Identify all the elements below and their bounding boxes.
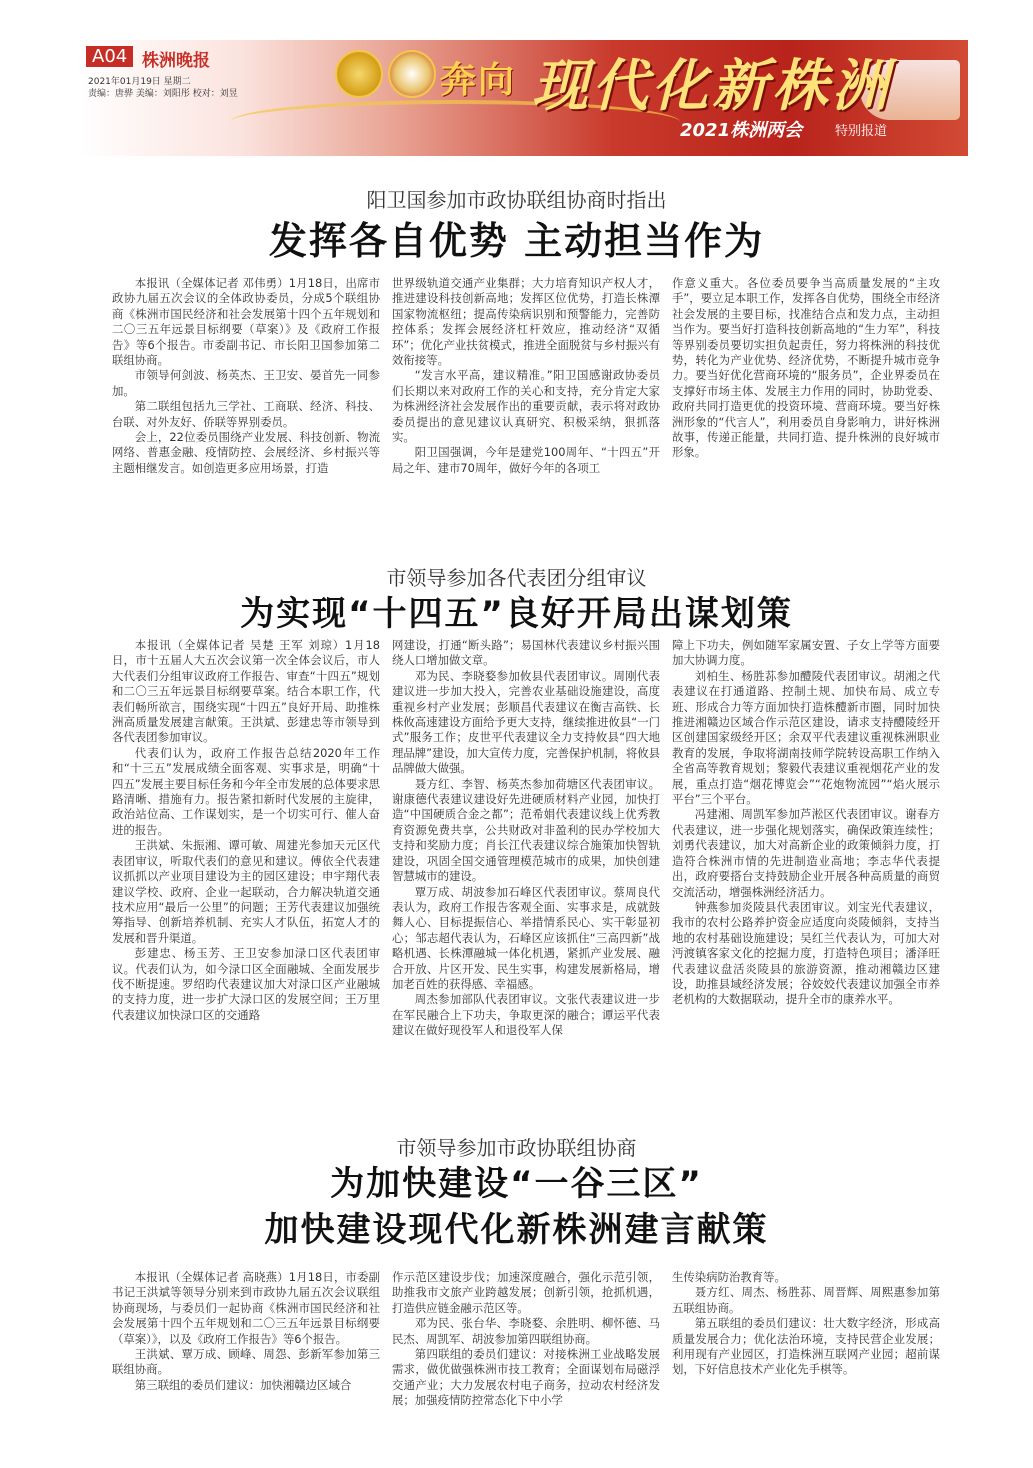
banner-subtitle: 2021株洲两会 [680, 120, 803, 141]
article2-column-1 [112, 638, 380, 1023]
paragraph: 阳卫国强调，今年是建党100周年、“十四五”开局之年、建市70周年，做好今年的各项工 [392, 445, 660, 475]
page-number: A04 [86, 46, 133, 67]
article3-column-1 [112, 1270, 380, 1393]
paragraph: 生传染病防治教育等。 [672, 1270, 786, 1284]
paragraph: 第三联组的委员们建议：加快湘赣边区域合 [134, 1377, 352, 1392]
paragraph: 本报讯（全媒体记者 高晓燕）1月18日，市委副书记王洪斌等领导分别来到市政协九届五次会议联组协商现场，与委员们一起协商《株洲市国民经济和社会发展第十四个五年规划和二〇三五年远景目标纲要（草案）》，以及《政府工作报告》等6个报告。 [112, 1270, 380, 1346]
article1-column-1 [112, 276, 380, 476]
paragraph: 会上，22位委员围绕产业发展、科技创新、物流网络、普惠金融、疫情防控、会展经济、乡村振兴等主题相继发言。如创造更多应用场景，打造 [112, 430, 380, 475]
article1-column-3 [672, 276, 940, 461]
paragraph: 冯建湘、周凯军参加芦淞区代表团审议。谢春方代表建议，进一步强化规划落实，确保政策连续性；刘勇代表建议，加大对高新企业的政策倾斜力度，打造符合株洲市情的先进制造业高地；李志华代表提出，政府要搭台支持鼓励企业开展各种高质量的商贸交流活动，增强株洲经济活力。 [672, 807, 940, 899]
paragraph: 网建设，打通“断头路”；易国林代表建议乡村振兴围绕人口增加做文章。 [392, 638, 660, 668]
paragraph: 第二联组包括九三学社、工商联、经济、科技、台联、对外友好、侨联等界别委员。 [112, 399, 380, 429]
article3-headline-line2: 加快建设现代化新株洲建言献策 [264, 1210, 769, 1250]
paragraph: 覃万成、胡波参加石峰区代表团审议。蔡周良代表认为，政府工作报告客观全面、实事求是，成就鼓舞人心、目标提振信心、举措情系民心、实干彰显初心；邹志超代表认为，石峰区应该抓住“三高四新”战略机遇、长株潭融城一体化机遇，紧抓产业发展、融合开放、片区开发、民生实事，构建发展新格局，增加老百姓的获得感、幸福感。 [392, 884, 660, 991]
paragraph: 彭建忠、杨玉芳、王卫安参加渌口区代表团审议。代表们认为，如今渌口区全面融城、全面发展步伐不断提速。罗绍昀代表建议加大对渌口区产业融城的支持力度，进一步扩大渌口区的发展空间；王万里代表建议加快渌口区的交通路 [112, 946, 380, 1022]
paragraph: 代表们认为，政府工作报告总结2020年工作和“十三五”发展成绩全面客观、实事求是，明确“十四五”发展主要目标任务和今年全市发展的总体要求思路清晰、措施有力。报告紧扣新时代发展的主旋律，政治站位高、工作谋划实，是一个切实可行、催人奋进的报告。 [112, 745, 380, 837]
article2-column-2 [392, 638, 660, 1039]
editors-line: 责编：唐骅 美编：刘阳彤 校对：刘昱 [88, 89, 238, 99]
paragraph: 刘柏生、杨胜荪参加醴陵代表团审议。胡湘之代表建议在打通道路、控制土规、加快布局、成立专班、形成合力等方面加快打造株醴新市圈，同时加快推进湘赣边区域合作示范区建设，请求支持醴陵经开区创建国家级经开区；余双平代表建议重视株洲职业教育的发展，争取将湖南技师学院转设高职工作纳入全省高等教育规划；黎毅代表建议重视烟花产业的发展，重点打造“烟花博览会”“花炮物流园”“焰火展示平台”三个平台。 [672, 668, 940, 807]
date-line: 2021年01月19日 星期二 [88, 77, 191, 87]
paragraph: 世界级轨道交通产业集群；大力培育知识产权人才，推进建设科技创新高地；发挥区位优势，打造长株潭国家物流枢纽；提高传染病识别和预警能力，完善防控体系；发挥会展经济杠杆效应，推动经济“双循环”；优化产业扶贫模式，推进全面脱贫与乡村振兴有效衔接等。 [392, 276, 660, 368]
article2-column-3 [672, 638, 940, 1008]
article1-kicker: 阳卫国参加市政协联组协商时指出 [366, 188, 667, 212]
article1-column-2 [392, 276, 660, 476]
paragraph: 本报讯（全媒体记者 邓伟勇）1月18日，出席市政协九届五次会议的全体政协委员，分成5个联组协商《株洲市国民经济和社会发展第十四个五年规划和二〇三五年远景目标纲要（草案）》及《政府工作报告》等6个报告。市委副书记、市长阳卫国参加第二联组协商。 [112, 276, 380, 368]
cppcc-emblem-icon [388, 50, 436, 98]
paragraph: 第四联组的委员们建议：对接株洲工业战略发展需求，做优做强株洲市技工教育；全面谋划布局磁浮交通产业；大力发展农村电子商务，拉动农村经济发展；加强疫情防控常态化下中小学 [392, 1347, 660, 1408]
paragraph: 聂方红、李智、杨英杰参加荷塘区代表团审议。谢康德代表建议建设好先进硬质材料产业园，加快打造“中国硬质合金之都”；范希娟代表建议线上优秀教育资源免费共享，公共财政对非盈利的民办学校加大支持和奖励力度；肖长江代表建议综合施策加快智轨建设，巩固全国交通管理模范城市的成果，加快创建智慧城市的建设。 [392, 776, 660, 884]
masthead-banner [80, 40, 968, 156]
paragraph: 市领导何剑波、杨英杰、王卫安、晏首先一同参加。 [112, 368, 380, 398]
article3-kicker: 市领导参加市政协联组协商 [396, 1136, 637, 1160]
article3-column-3 [672, 1270, 940, 1378]
article1-headline: 发挥各自优势 主动担当作为 [268, 219, 765, 263]
banner-subtitle-tag: 特别报道 [835, 124, 888, 139]
paper-name: 株洲晚报 [142, 51, 210, 71]
paragraph: 第五联组的委员们建议：壮大数字经济，形成高质量发展合力；优化法治环境，支持民营企业发展；利用现有产业园区，打造株洲互联网产业园；超前谋划，下好信息技术产业化先手棋等。 [672, 1316, 940, 1377]
paragraph: 作意义重大。各位委员要争当高质量发展的“主攻手”，要立足本职工作，发挥各自优势，围绕全市经济社会发展的主要目标，找准结合点和发力点，主动担当作为。要当好打造科技创新高地的“生力军”，科技等界别委员要切实担负起责任，努力将株洲的科技优势，转化为产业优势、经济优势，不断提升城市竞争力。要当好优化营商环境的“服务员”，企业界委员在支撑好市场主体、发展主力作用的同时，协助党委、政府共同打造更优的投资环境、营商环境。要当好株洲形象的“代言人”，利用委员自身影响力，讲好株洲故事，传递正能量，共同打造、提升株洲的良好城市形象。 [672, 276, 940, 460]
paragraph: 钟燕参加炎陵县代表团审议。刘宝光代表建议，我市的农村公路养护资金应适度向炎陵倾斜，支持当地的农村基础设施建设；吴红兰代表认为，可加大对沔渡镇客家文化的挖掘力度，打造特色项目；潘泽旺代表建议盘活炎陵县的旅游资源，推动湘赣边区建设，助推县域经济发展；谷姣姣代表建议加强全市养老机构的大数据联动，提升全市的康养水平。 [672, 899, 940, 1007]
national-emblem-icon [335, 50, 383, 98]
paragraph: 作示范区建设步伐；加速深度融合，强化示范引领，助推我市文旅产业跨越发展；创新引领，抢抓机遇，打造供应链金融示范区等。 [392, 1270, 660, 1315]
article2-kicker: 市领导参加各代表团分组审议 [386, 566, 647, 590]
article3-column-2 [392, 1270, 660, 1409]
slogan-main: 现代化新株洲 [532, 53, 892, 119]
paragraph: “发言水平高，建议精准。”阳卫国感谢政协委员们长期以来对政府工作的关心和支持，充分肯定大家为株洲经济社会发展作出的重要贡献，表示将对政协委员提出的意见建议认真研究、积极采纳，狠抓落实。 [392, 368, 660, 445]
paragraph: 障上下功夫，例如随军家属安置、子女上学等方面要加大协调力度。 [672, 638, 940, 668]
paragraph: 邓为民、张台华、李晓婺、余胜明、柳怀德、马民杰、周凯军、胡波参加第四联组协商。 [392, 1316, 660, 1346]
paragraph: 邓为民、李晓婺参加攸县代表团审议。周刚代表建议进一步加大投入，完善农业基础设施建设，高度重视乡村产业发展；彭顺昌代表建议在衡吉高铁、长株攸高速建设方面给予更大支持，继续推进攸县“一门式”服务工作；皮世平代表建议全力支持攸县“四大地理品牌”建设，加大宣传力度，完善保护机制，将攸县品牌做大做强。 [392, 668, 660, 776]
paragraph: 本报讯（全媒体记者 吴楚 王军 刘琼）1月18日，市十五届人大五次会议第一次全体会议后，市人大代表们分组审议政府工作报告、审查“十四五”规划和二〇三五年远景目标纲要草案。结合本职工作，代表们畅所欲言，围绕实现“十四五”良好开局、助推株洲高质量发展建言献策。王洪斌、彭建忠等市领导到各代表团参加审议。 [112, 638, 380, 745]
paragraph: 王洪斌、覃万成、顾峰、周怨、彭新军参加第三联组协商。 [112, 1347, 380, 1377]
slogan-prefix: 奔向 [440, 59, 517, 101]
article3-headline-line1: 为加快建设“一谷三区” [330, 1164, 703, 1204]
paragraph: 聂方红、周杰、杨胜荪、周晋辉、周熙惠参加第五联组协商。 [672, 1285, 940, 1315]
paragraph: 周杰参加部队代表团审议。文张代表建议进一步在军民融合上下功夫，争取更深的融合；谭运平代表建议在做好现役军人和退役军人保 [392, 992, 660, 1038]
paragraph: 王洪斌、朱振湘、谭可敏、周建光参加天元区代表团审议，听取代表们的意见和建议。傅依全代表建议抓抓以产业项目建设为主的园区建设；申宇翔代表建议学校、政府、企业一起联动，合力解决轨道交通技术应用“最后一公里”的问题；王芳代表建议加强统筹指导、创新培养机制、充实人才队伍，拓宽人才的发展和晋升渠道。 [112, 838, 380, 945]
article2-headline: 为实现“十四五”良好开局出谋划策 [240, 594, 793, 634]
